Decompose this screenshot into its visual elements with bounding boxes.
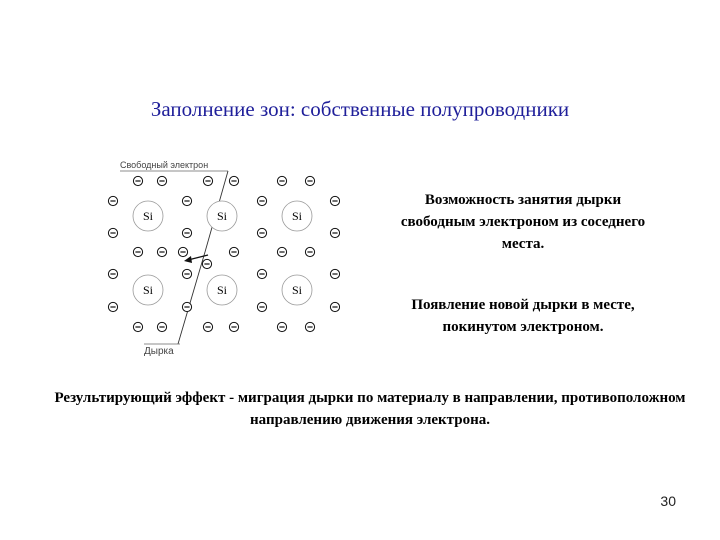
page-number: 30 <box>660 493 676 509</box>
lattice-svg <box>100 152 340 362</box>
silicon-lattice-diagram <box>100 152 340 362</box>
silicon-atom-label: Si <box>216 283 228 297</box>
electron-jump-arrowhead <box>184 256 192 263</box>
result-statement: Результирующий эффект - миграция дырки по материалу в направлении, противоположном направлению движения электрона. <box>54 390 686 428</box>
slide-title: Заполнение зон: собственные полупроводники <box>150 97 570 121</box>
silicon-atom-label: Si <box>291 283 303 297</box>
hole-capture-note: Возможность занятия дырки свободным электроном из соседнего места. <box>400 192 646 252</box>
hole-pointer <box>178 252 205 344</box>
free-electron-label: Свободный электрон <box>120 160 209 170</box>
silicon-atom-label: Si <box>216 209 228 223</box>
new-hole-note: Появление новой дырки в месте, покинутом электроном. <box>411 297 635 335</box>
hole-label: Дырка <box>144 346 174 357</box>
silicon-atom-label: Si <box>142 283 154 297</box>
silicon-atom-label: Si <box>142 209 154 223</box>
silicon-atom-label: Si <box>291 209 303 223</box>
